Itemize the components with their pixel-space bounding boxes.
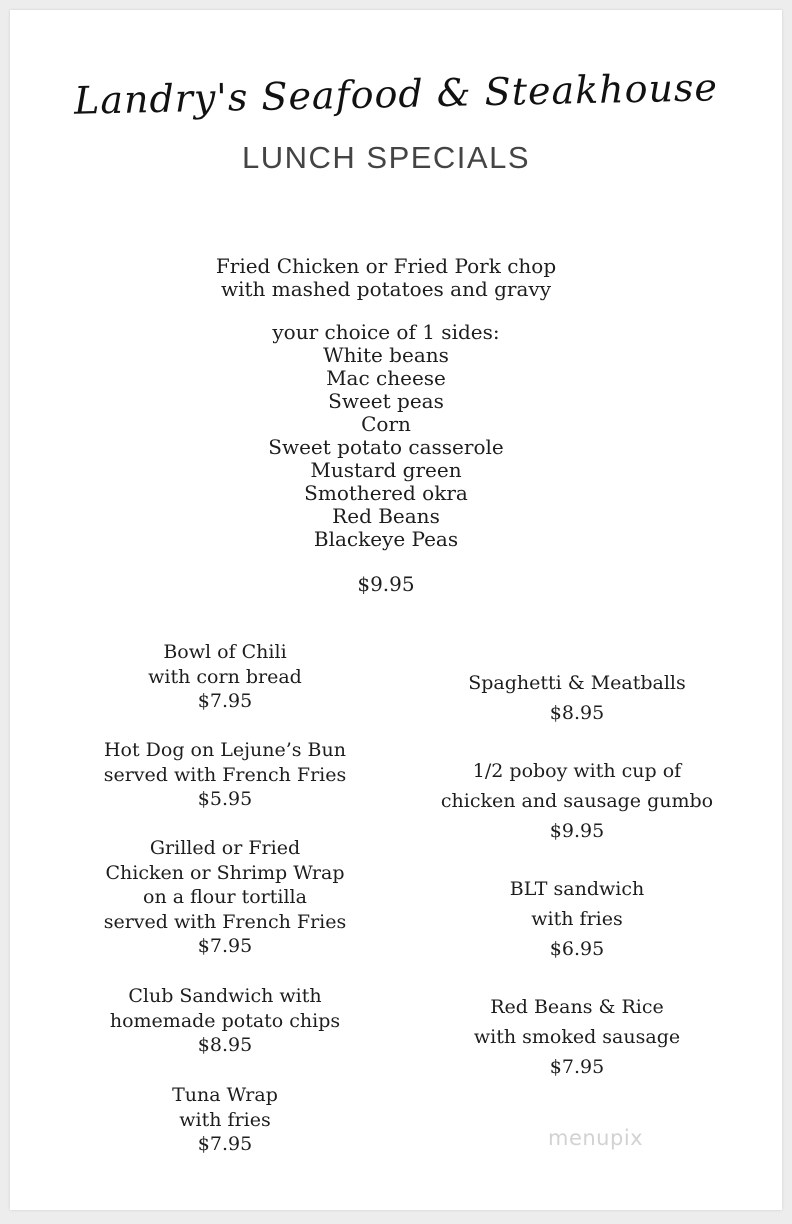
menu-item-tuna-wrap — [80, 1083, 370, 1157]
item-line: with fries — [531, 908, 623, 930]
main-special — [0, 255, 782, 596]
menu-item-hot-dog — [80, 738, 370, 812]
special-line: with mashed potatoes and gravy — [220, 277, 551, 301]
item-line: served with French Fries — [103, 910, 347, 933]
side-item: Smothered okra — [304, 481, 468, 505]
item-price: $7.95 — [197, 1133, 253, 1155]
side-item: Corn — [361, 412, 411, 436]
item-line: Bowl of Chili — [163, 641, 287, 663]
menu-subtitle: LUNCH SPECIALS — [241, 140, 531, 175]
menu-item-red-beans-rice — [412, 992, 742, 1082]
special-line: Fried Chicken or Fried Pork chop — [215, 254, 557, 278]
item-line: Grilled or Fried — [149, 837, 301, 859]
item-price: $9.95 — [549, 820, 605, 842]
side-item: White beans — [323, 343, 449, 367]
item-line: 1/2 poboy with cup of — [472, 760, 682, 782]
item-price: $5.95 — [197, 788, 253, 810]
item-line: Chicken or Shrimp Wrap — [105, 861, 345, 884]
side-item: Mustard green — [310, 458, 462, 482]
restaurant-title: Landry's Seafood & Steakhouse — [73, 65, 719, 123]
item-line: chicken and sausage gumbo — [440, 790, 714, 812]
item-line: with fries — [179, 1108, 271, 1131]
item-line: Hot Dog on Lejune’s Bun — [103, 739, 346, 761]
item-price: $7.95 — [197, 935, 253, 957]
item-line: BLT sandwich — [509, 878, 645, 900]
side-item: Blackeye Peas — [313, 527, 459, 551]
item-line: homemade potato chips — [109, 1009, 341, 1032]
item-line: with corn bread — [148, 665, 302, 688]
sides-heading: your choice of 1 sides: — [272, 320, 500, 344]
item-price: $8.95 — [197, 1034, 253, 1056]
item-line: with smoked sausage — [473, 1026, 681, 1048]
menu-item-blt — [412, 874, 742, 964]
item-price: $6.95 — [549, 938, 605, 960]
item-line: Red Beans & Rice — [490, 996, 664, 1018]
item-price: $7.95 — [549, 1056, 605, 1078]
item-line: on a flour tortilla — [143, 886, 307, 908]
menu-item-poboy — [412, 756, 742, 846]
side-item: Mac cheese — [326, 366, 446, 390]
menupix-watermark: menupix — [548, 1126, 644, 1150]
special-price: $9.95 — [357, 572, 415, 596]
side-item: Sweet potato casserole — [268, 435, 504, 459]
item-line: Tuna Wrap — [172, 1084, 278, 1106]
item-line: served with French Fries — [103, 763, 347, 786]
menu-item-spaghetti — [412, 668, 742, 728]
side-item: Red Beans — [332, 504, 440, 528]
side-item: Sweet peas — [328, 389, 444, 413]
item-price: $7.95 — [197, 690, 253, 712]
item-line: Club Sandwich with — [128, 985, 322, 1007]
menu-item-chili — [80, 640, 370, 714]
menu-item-club-sandwich — [80, 984, 370, 1058]
item-line: Spaghetti & Meatballs — [468, 672, 686, 694]
menu-item-wrap — [80, 836, 370, 959]
item-price: $8.95 — [549, 702, 605, 724]
